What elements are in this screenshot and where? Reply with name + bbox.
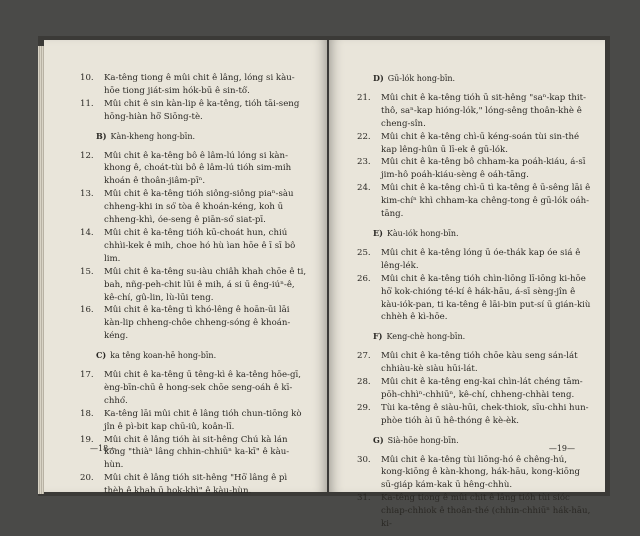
section-heading-c: C) ka têng koan-hē hong-bīn. (96, 350, 217, 361)
item-text: Mûi chit ê ka-têng ū têng-kì ê ka-têng hōe-gī, èng-bīn-chū ê hong-sek chōe seng-oáh ê kī-chhó͘. (104, 370, 301, 406)
item-text: Mûi chit ê ka-têng tì khó-lêng ê hoān-ūi lāi kàn-lip chheng-chôe chheng-sóng ê khoán-kéng. (104, 305, 291, 342)
item-text: Mûi chit ê ka-têng chì-ū tì ka-têng ê ū-sêng lāi ê kim-chíⁿ khì chham-ka chêng-tong ê gū-lók oáh-tāng. (381, 183, 591, 220)
section-heading-e: E) Kàu-iók hong-bīn. (373, 227, 459, 238)
section-heading-f: F) Keng-chè hong-bīn. (373, 331, 466, 342)
list-item (357, 350, 591, 376)
item-number: 22. (357, 131, 371, 142)
item-number: 12. (80, 150, 94, 161)
item-text: Mûi chit ê ka-têng tióh kū-choát hun, chiú chhìi-kek ê mih, choe hó hù ìan hōe ê ī sī bô lim. (104, 227, 296, 264)
item-text: Ka-têng tiong ê mûi chit ê lâng, lóng si kàu-hōe tiong jiát-sim hók-bū ê sin-tô͘. (104, 73, 295, 96)
item-text: Mûi chit ê ka-têng lóng ū óe-thák kap óe siá ê lêng-lék. (381, 247, 581, 271)
item-number: 14. (80, 227, 94, 238)
item-text: Mûi chit ê ka-têng eng-kai chìn-lát chéng tām-pōh-chhìⁿ-chhiūⁿ, kê-chí, chheng-chhài teng. (381, 377, 583, 400)
item-number: 18. (80, 408, 94, 419)
item-text: Mûi chit ê ka-têng tióh chōe kàu seng sán-lát chhiàu-kè siàu hūi-lát. (381, 351, 578, 375)
item-number: 15. (80, 266, 94, 277)
list-item (357, 273, 591, 325)
list-item (80, 408, 307, 434)
item-number: 13. (80, 189, 94, 200)
list-item (80, 304, 307, 343)
item-number: 28. (357, 377, 371, 388)
item-number: 10. (80, 73, 94, 83)
list-item (357, 376, 591, 402)
item-text: Mûi chit ê ka-têng bô chham-ka poáh-kiáu, á-sī jim-hô poáh-kiáu-sèng ê oáh-tāng. (381, 157, 586, 181)
list-item (357, 131, 591, 157)
item-text: Mûi chit ê ka-têng bô ê lâm-lú lóng si kàn-khong ê, choát-tùi bô ê lâm-lú tióh sim-mih khoán ê thoân-jiâm-pīⁿ. (104, 150, 292, 187)
item-number: 20. (80, 473, 94, 484)
item-number: 11. (80, 98, 94, 109)
list-item (80, 188, 307, 227)
item-text: Mûi chit ê ka-têng su-iàu chiâh khah chōe ê ti, bah, nñg-peh-chit lūi ê mih, á si ū êng-iúⁿ-ê, kê-chí, gû-lin, lù-lūi teng. (104, 266, 307, 303)
item-number: 26. (357, 273, 371, 284)
list-item (80, 227, 307, 266)
item-number: 27. (357, 351, 371, 362)
section-heading-g: G) Sià-hōe hong-bīn. (373, 434, 459, 445)
item-text: Mûi chit ê ka-têng tùi liōng-hó ê chêng-hú, kong-kiōng ê kàn-khong, hák-hāu, kong-kiōng sū-giáp kám-kak ū hêng-chhù. (381, 454, 580, 491)
list-item (357, 247, 591, 273)
item-text: Mûi chit ê lâng tióh ài sit-hêng Chú kà lán kóng "thiàⁿ lâng chhin-chhiūⁿ ka-kī" ê kàu-hùn. (104, 434, 290, 471)
list-item (80, 98, 307, 124)
item-text: Ka-têng tiong ê mûi chit ê lâng tióh tùi sióc chiap-chhiok ê thoân-thé (chhin-chhiūⁿ hák-hāu, ki- (381, 493, 591, 530)
page-number-right: —19— (548, 444, 575, 454)
list-item (80, 72, 307, 98)
item-text: Mûi chit ê ka-têng tióh chìn-liōng lī-iōng ki-hōe hō͘ kok-chióng té-kí ê hák-hāu, á-sī sèng-jîn ê kàu-iók-pan, ti ka-têng ê lāi-bin put-sí ū gián-kiù chhèh ê kì-hōe. (381, 273, 591, 323)
item-number: 19. (80, 434, 94, 445)
item-number: 16. (80, 305, 94, 316)
item-text: Mûi chit ê ka-têng tióh siông-siông piaⁿ-sàu chheng-khi in só͘ tòa ê khoán-kéng, koh ū chheng-khì, óe-seng ê piān-só͘ siat-pī. (104, 189, 294, 226)
list-item (357, 454, 591, 493)
list-item (357, 156, 591, 182)
item-number: 30. (357, 454, 371, 465)
item-number: 23. (357, 157, 371, 168)
item-number: 17. (80, 370, 94, 381)
list-item (80, 472, 307, 498)
item-text: Tùi ka-têng ê siàu-hūi, chek-thiok, sīu-chhi hun-phòe tióh ài ū hê-thóng ê kè-èk. (381, 402, 589, 426)
item-number: 25. (357, 247, 371, 258)
item-text: Ka-têng lāi mûi chit ê lâng tióh chun-tiōng kò jîn ê pì-bit kap chū-iû, koân-lī. (104, 408, 302, 432)
right-page (329, 40, 605, 530)
book-spread (38, 36, 610, 530)
list-item (80, 369, 307, 408)
item-number: 24. (357, 183, 371, 194)
list-item (357, 402, 591, 428)
list-item (357, 92, 591, 131)
page-number-left: —18— (90, 444, 117, 454)
item-number: 29. (357, 402, 371, 413)
left-page (44, 40, 327, 497)
item-text: Mûi chit ê ka-têng tióh ū sit-hêng "saⁿ-kap thit-thô, saⁿ-kap hióng-lók," lóng-sêng thoân-khè ê cheng-sîn. (381, 92, 587, 129)
list-item (357, 492, 591, 531)
item-number: 31. (357, 493, 371, 504)
list-item (80, 266, 307, 305)
section-heading-b: B) Kàn-kheng hong-bīn. (96, 130, 196, 141)
item-text: Mûi chit ê ka-têng chì-ū kéng-soán tùi sin-thé kap lêng-hûn ū lī-ek ê gū-lók. (381, 131, 580, 155)
list-item (357, 182, 591, 221)
item-text: Mûi chit ê sin kàn-lip ê ka-têng, tióh tāi-seng hōng-hiàn hō͘ Siōng-tè. (104, 98, 300, 122)
item-text: Mûi chit ê lâng tióh sit-hêng "Hō͘ lâng ê pì thèh ê khah ū hok-khì" ê kàu-hùn. (104, 473, 288, 497)
list-item (80, 150, 307, 189)
section-heading-d: D) Gū-lók hong-bīn. (373, 73, 456, 83)
item-number: 21. (357, 92, 371, 103)
